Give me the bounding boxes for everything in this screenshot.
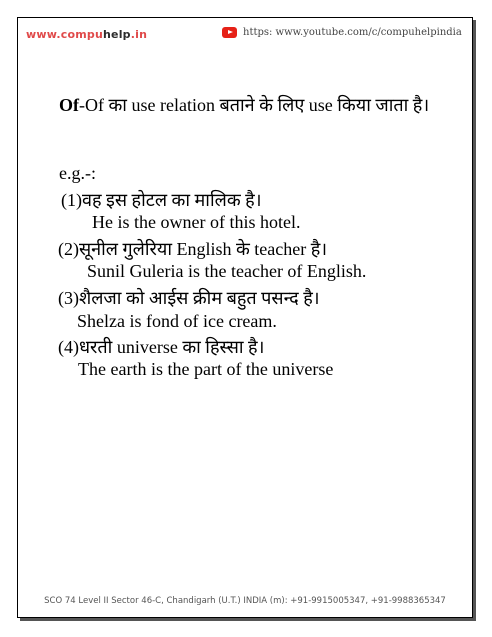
document-page: [17, 17, 473, 618]
example-1-english: He is the owner of this hotel.: [92, 212, 301, 232]
site-url-brand: help: [103, 28, 131, 41]
intro-bold-term: Of: [59, 95, 79, 115]
intro-text: -Of का use relation बताने के लिए use किया जाता है।: [79, 95, 430, 115]
site-url-prefix: www.compu: [26, 28, 104, 41]
youtube-url: https: www.youtube.com/c/compuhelpindia: [243, 27, 462, 38]
example-3-hindi: (3)शैलजा को आईस क्रीम बहुत पसन्द है।: [58, 288, 320, 308]
example-1-hindi: (1)वह इस होटल का मालिक है।: [61, 190, 262, 210]
lesson-content: [18, 18, 472, 617]
eg-label: e.g.-:: [59, 163, 96, 183]
footer-address: SCO 74 Level II Sector 46-C, Chandigarh (U.T.) INDIA (m): +91-9915005347, +91-9988365347: [44, 596, 446, 606]
example-4-english: The earth is the part of the universe: [78, 359, 334, 379]
intro-paragraph: [59, 93, 439, 117]
example-2-hindi: (2)सूनील गुलेरिया English के teacher है।: [58, 239, 328, 259]
example-2-english: Sunil Guleria is the teacher of English.: [87, 261, 367, 281]
example-4-hindi: (4)धरती universe का हिस्सा है।: [58, 337, 265, 357]
example-3-english: Shelza is fond of ice cream.: [77, 311, 277, 331]
site-url-suffix: .in: [130, 28, 148, 41]
